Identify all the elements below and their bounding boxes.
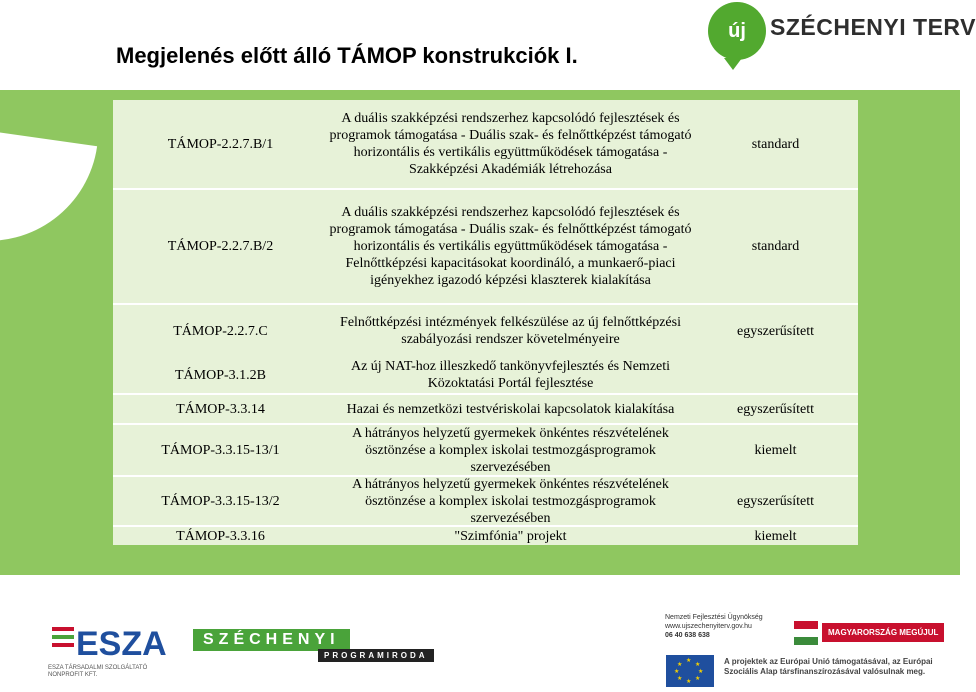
program-description: A duális szakképzési rendszerhez kapcsolódó fejlesztések és programok támogatása - Duális szak- és felnőttképzést támogató horizontális és vertikális együttműködések támogatása - Szakképzési Akadémiák létrehozása [329, 111, 692, 177]
program-code: TÁMOP-3.1.2B [174, 367, 266, 383]
program-code: TÁMOP-3.3.14 [176, 401, 265, 417]
esza-caption: ESZA TÁRSADALMI SZOLGÁLTATÓ NONPROFIT KFT. [48, 665, 148, 678]
program-code: TÁMOP-2.2.7.B/2 [167, 239, 274, 254]
program-description: Hazai és nemzetközi testvériskolai kapcsolatok kialakítása [346, 401, 675, 417]
program-type [693, 357, 858, 393]
table-row [113, 100, 858, 190]
table-row [113, 395, 858, 425]
nfu-phone: 06 40 638 638 [665, 632, 710, 639]
table-row [113, 425, 858, 477]
table-row [113, 357, 858, 395]
esza-logo [52, 615, 167, 665]
program-code: TÁMOP-3.3.15-13/1 [161, 442, 280, 458]
programiroda-label: PROGRAMIRODA [318, 649, 434, 662]
program-type: egyszerűsített [737, 401, 814, 417]
program-description: A hátrányos helyzetű gyermekek önkéntes részvételének ösztönzése a komplex iskolai testmozgásprogramok szervezésében [352, 476, 669, 526]
program-type: standard [751, 136, 800, 152]
program-type: standard [751, 239, 800, 254]
program-type: kiemelt [754, 528, 797, 544]
nfu-web: www.ujszechenyiterv.gov.hu [665, 623, 752, 630]
leaf-shape [0, 131, 97, 255]
table-row [113, 305, 858, 357]
table-row [113, 527, 858, 545]
uj-circle-icon: új [708, 2, 766, 60]
szechenyi-terv-logo [708, 2, 976, 74]
program-type: egyszerűsített [737, 323, 814, 339]
program-description: A duális szakképzési rendszerhez kapcsolódó fejlesztések és programok támogatása - Duális szak- és felnőttképzést támogató horizontális és vertikális együttműködések támogatása - Felnőttképzési kapacitásokat koordináló, a munkaerő-piaci igényekhez igazodó képzési klaszterek kialakítása [329, 205, 692, 288]
eu-flag-icon: ★ ★ ★ ★ ★ ★ ★ ★ [666, 655, 714, 687]
footer [0, 585, 960, 692]
program-code: TÁMOP-2.2.7.C [173, 323, 268, 339]
svg-text:ESZA: ESZA [76, 625, 167, 663]
nfu-info [665, 613, 763, 640]
program-code: TÁMOP-2.2.7.B/1 [167, 136, 274, 152]
table-row [113, 477, 858, 527]
program-description: A hátrányos helyzetű gyermekek önkéntes részvételének ösztönzése a komplex iskolai testmozgásprogramok szervezésében [352, 425, 669, 475]
program-code: TÁMOP-3.3.15-13/2 [161, 493, 280, 509]
logo-text: SZÉCHENYI TERV [770, 14, 976, 40]
program-type: kiemelt [754, 442, 797, 458]
program-description: "Szimfónia" projekt [454, 528, 567, 544]
table-row [113, 190, 858, 305]
hungarian-flag-icon [794, 621, 818, 645]
program-description: Felnőttképzési intézmények felkészülése az új felnőttképzési szabályozási rendszer követelményeire [340, 315, 681, 347]
nfu-name: Nemzeti Fejlesztési Ügynökség [665, 614, 763, 621]
program-description: Az új NAT-hoz illeszkedő tankönyvfejlesztés és Nemzeti Közoktatási Portál fejlesztése [350, 359, 671, 391]
magyarorszag-megujul-badge: MAGYARORSZÁG MEGÚJUL [822, 623, 944, 642]
program-type: egyszerűsített [737, 493, 814, 509]
szechenyi-programiroda-logo: SZÉCHENYI [193, 629, 350, 651]
eu-funding-text: A projektek az Európai Unió támogatásával, az Európai Szociális Alap társfinanszírozásával valósulnak meg. [724, 657, 933, 676]
program-code: TÁMOP-3.3.16 [176, 528, 265, 544]
page-title: Megjelenés előtt álló TÁMOP konstrukciók I. [116, 43, 578, 68]
